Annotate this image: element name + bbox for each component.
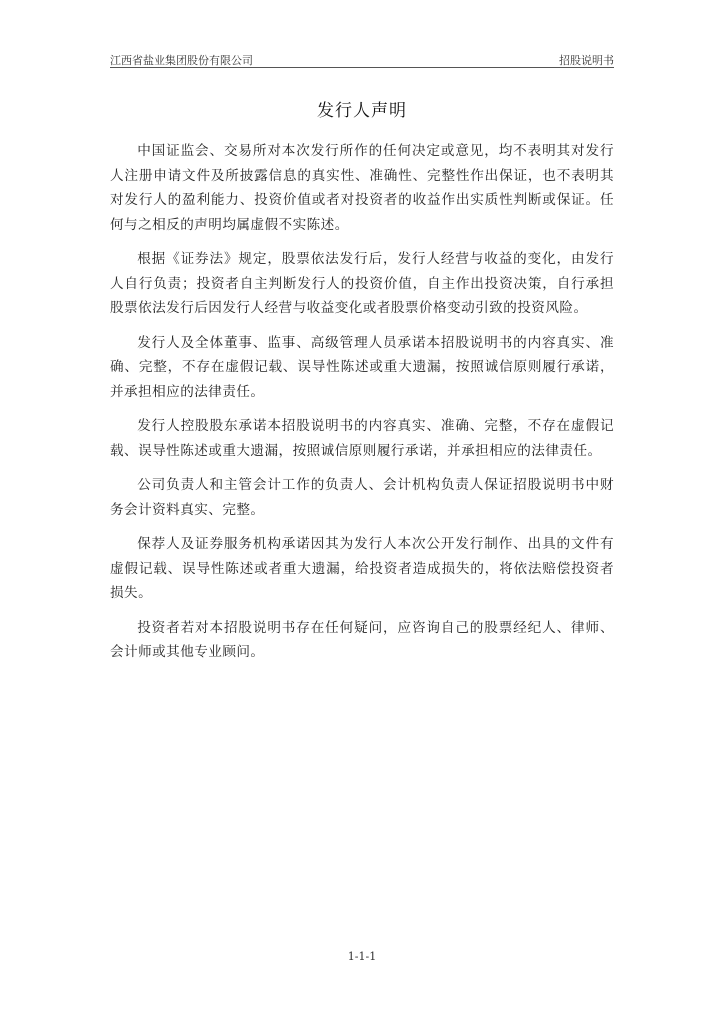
paragraph-accounting-assurance: 公司负责人和主管会计工作的负责人、会计机构负责人保证招股说明书中财务会计资料真实、完整。 <box>110 477 614 518</box>
paragraph-csrc-disclaimer: 中国证监会、交易所对本次发行所作的任何决定或意见，均不表明其对发行人注册申请文件及所披露信息的真实性、准确性、完整性作出保证，也不表明其对发行人的盈利能力、投资价值或者对投资者的收益作出实质性判断或保证。任何与之相反的声明均属虚假不实陈述。 <box>110 143 614 233</box>
paragraph-sponsor-commitment: 保荐人及证券服务机构承诺因其为发行人本次公开发行制作、出具的文件有虚假记载、误导性陈述或者重大遗漏，给投资者造成损失的，将依法赔偿投资者损失。 <box>110 536 614 601</box>
header-divider <box>110 67 614 68</box>
header-document-type: 招股说明书 <box>559 54 614 67</box>
paragraph-investor-advice: 投资者若对本招股说明书存在任何疑问，应咨询自己的股票经纪人、律师、会计师或其他专业顾问。 <box>110 619 614 660</box>
paragraph-controlling-shareholder: 发行人控股股东承诺本招股说明书的内容真实、准确、完整，不存在虚假记载、误导性陈述或重大遗漏，按照诚信原则履行承诺，并承担相应的法律责任。 <box>110 418 614 459</box>
paragraph-directors-commitment: 发行人及全体董事、监事、高级管理人员承诺本招股说明书的内容真实、准确、完整，不存在虚假记载、误导性陈述或重大遗漏，按照诚信原则履行承诺，并承担相应的法律责任。 <box>110 334 614 400</box>
page-header <box>110 52 614 68</box>
paragraph-securities-law: 根据《证券法》规定，股票依法发行后，发行人经营与收益的变化，由发行人自行负责；投资者自主判断发行人的投资价值，自主作出投资决策，自行承担股票依法发行后因发行人经营与收益变化或者股票价格变动引致的投资风险。 <box>110 251 614 316</box>
declaration-body <box>110 139 614 675</box>
page-number: 1-1-1 <box>347 950 377 963</box>
header-company-name: 江西省盐业集团股份有限公司 <box>110 54 253 67</box>
page-title: 发行人声明 <box>317 101 407 121</box>
